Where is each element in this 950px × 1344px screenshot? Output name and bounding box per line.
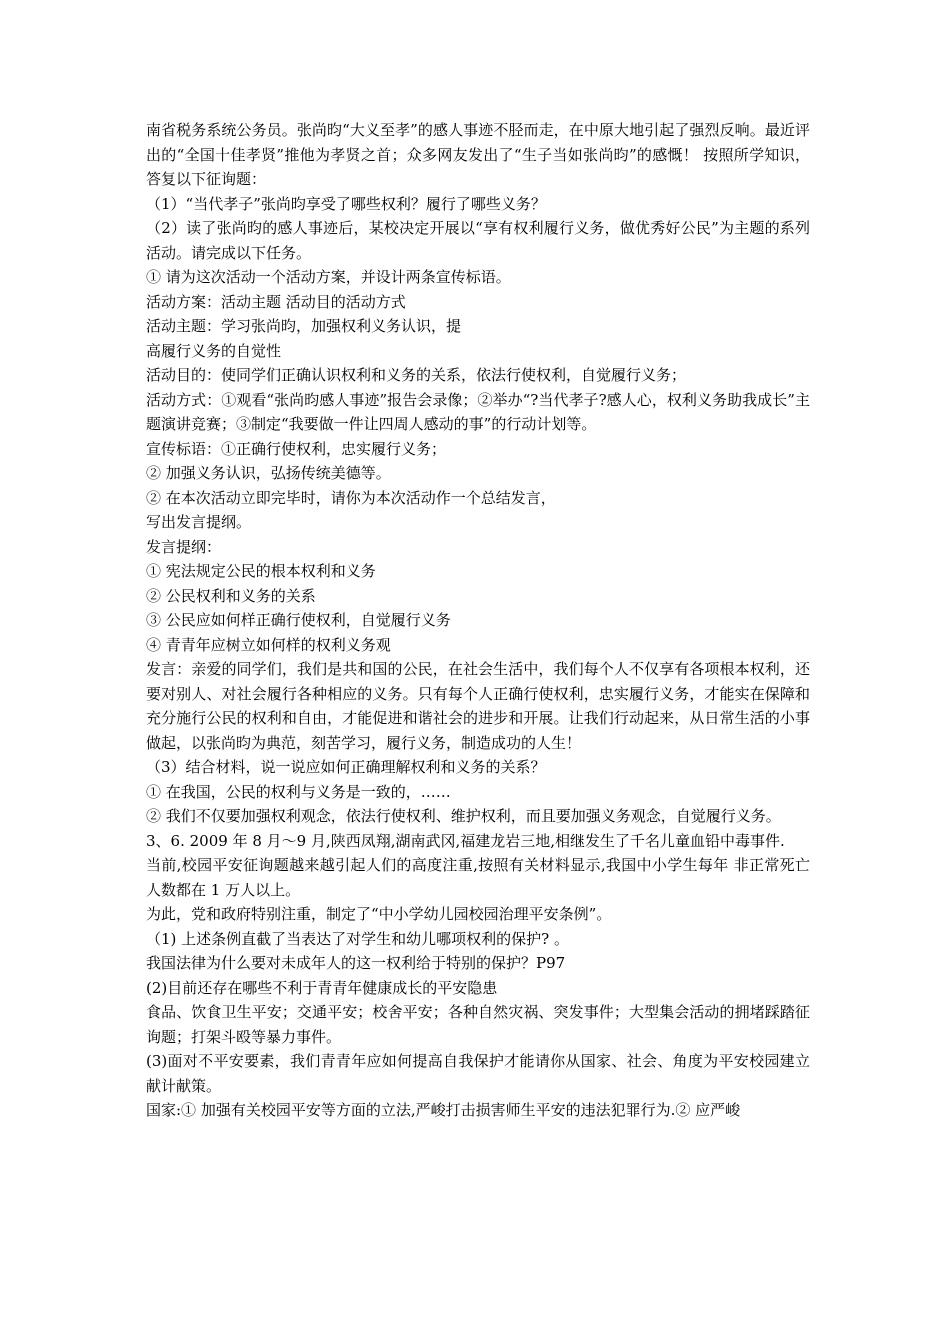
paragraph-outline-heading: 发言提纲：: [146, 537, 222, 556]
paragraph-outline-item-4: ④ 青青年应树立如何样的权利义务观: [146, 635, 391, 654]
paragraph-activity-plan: 活动方案：活动主题 活动目的活动方式: [146, 292, 406, 311]
paragraph-question-2: （2）读了张尚昀的感人事迹后，某校决定开展以“享有权利履行义务，做优秀好公民”为主题的系列活动。请完成以下任务。: [146, 219, 810, 262]
paragraph-answer-s2: 食品、饮食卫生平安；交通平安；校舍平安；各种自然灾祸、突发事件；大型集会活动的拥堵踩踏征询题；打架斗殴等暴力事件。: [146, 1003, 810, 1046]
paragraph-activity-theme-cont: 高履行义务的自觉性: [146, 341, 282, 360]
paragraph-speech: 发言：亲爱的同学们，我们是共和国的公民，在社会生活中，我们每个人不仅享有各项根本权利，还要对别人、对社会履行各种相应的义务。只有每个人正确行使权利，忠实履行义务，才能实在保障和充分施行公民的权利和自由，才能促进和谐社会的进步和开展。让我们行动起来，从日常生活的小事做起，以张尚昀为典范，刻苦学习，履行义务，制造成功的人生！: [146, 660, 810, 752]
paragraph-question-3: （3）结合材料，说一说应如何正确理解权利和义务的关系？: [146, 758, 546, 776]
paragraph-task-2-cont: 写出发言提纲。: [146, 513, 252, 531]
paragraph-activity-method: 活动方式：①观看“张尚昀感人事迹”报告会录像；②举办“?当代孝子?感人心，权利义务助我成长”主题演讲竞赛；③制定“我要做一件让四周人感动的事”的行动计划等。: [146, 390, 810, 433]
paragraph-intro-continued: 南省税务系统公务员。张尚昀“大义至孝”的感人事迹不胫而走，在中原大地引起了强烈反响。最近评出的“全国十佳孝贤”推他为孝贤之首；众多网友发出了“生子当如张尚昀”的感慨！ 按照所学知识，答复以下征询题：: [146, 121, 810, 188]
paragraph-task-2: ② 在本次活动立即完毕时，请你为本次活动作一个总结发言，: [146, 488, 556, 507]
paragraph-campus-safety: 当前,校园平安征询题越来越引起人们的高度注重,按照有关材料显示,我国中小学生每年 非正常死亡人数都在 1 万人以上。: [146, 856, 810, 899]
paragraph-section-3-6: 3、6. 2009 年 8 月～9 月,陕西凤翔,湖南武冈,福建龙岩三地,相继发生了千名儿童血铅中毒事件.: [146, 831, 785, 850]
paragraph-activity-theme: 活动主题：学习张尚昀，加强权利义务认识，提: [146, 317, 462, 335]
paragraph-question-s2: (2)目前还存在哪些不利于青青年健康成长的平安隐患: [146, 978, 498, 997]
paragraph-answer-s3-state: 国家:① 加强有关校园平安等方面的立法,严峻打击损害师生平安的违法犯罪行为.② 应严峻: [146, 1101, 741, 1119]
paragraph-task-1: ① 请为这次活动一个活动方案，并设计两条宣传标语。: [146, 268, 511, 286]
paragraph-answer-3-1: ① 在我国，公民的权利与义务是一致的，……: [146, 782, 451, 801]
paragraph-regulation: 为此，党和政府特别注重，制定了“中小学幼儿园校园治理平安条例”。: [146, 905, 612, 923]
paragraph-slogan-2: ② 加强义务认识，弘扬传统美德等。: [146, 464, 391, 482]
paragraph-question-s1: （1) 上述条例直截了当表达了对学生和幼儿哪项权利的保护? 。: [146, 929, 569, 948]
paragraph-slogan-1: 宣传标语：①正确行使权利，忠实履行义务；: [146, 439, 447, 458]
paragraph-activity-goal: 活动目的：使同学们正确认识权利和义务的关系，依法行使权利，自觉履行义务；: [146, 366, 687, 384]
paragraph-question-1: （1）“当代孝子”张尚昀享受了哪些权利？履行了哪些义务？: [146, 194, 546, 213]
paragraph-question-s3: (3)面对不平安要素，我们青青年应如何提高自我保护才能请你从国家、社会、角度为平安校园建立献计献策。: [146, 1052, 810, 1095]
paragraph-outline-item-2: ② 公民权利和义务的关系: [146, 586, 316, 605]
paragraph-answer-3-2: ② 我们不仅要加强权利观念，依法行使权利、维护权利，而且要加强义务观念，自觉履行义务。: [146, 807, 781, 825]
paragraph-question-s1-b: 我国法律为什么要对未成年人的这一权利给于特别的保护？P97: [146, 954, 566, 972]
document-page: [146, 118, 810, 1123]
paragraph-outline-item-1: ① 宪法规定公民的根本权利和义务: [146, 562, 376, 580]
paragraph-outline-item-3: ③ 公民应如何样正确行使权利，自觉履行义务: [146, 611, 451, 629]
